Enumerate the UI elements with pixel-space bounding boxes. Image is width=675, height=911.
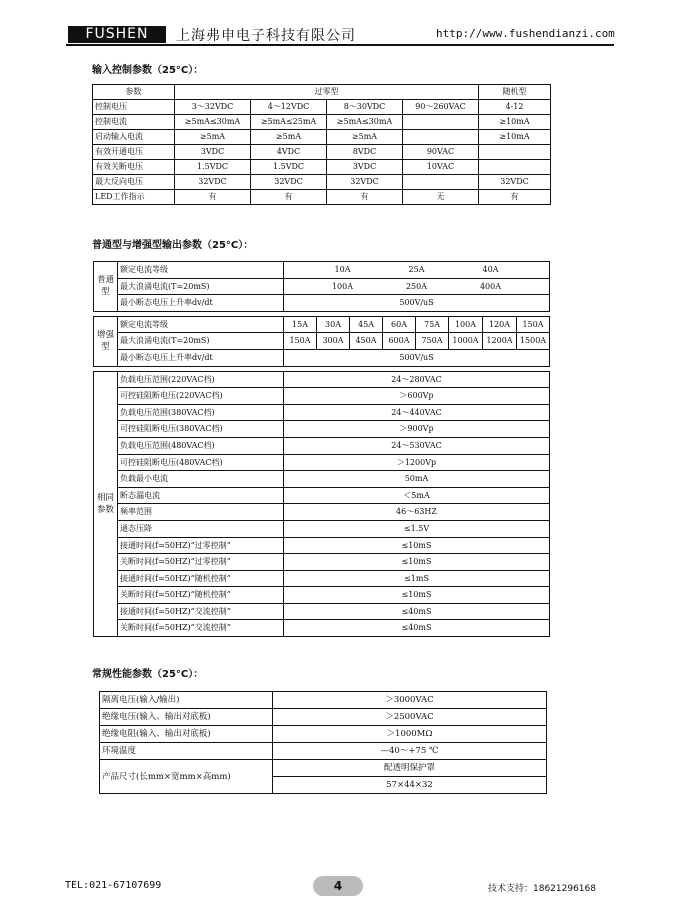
param-label: 绝缘电阻(输入、输出对底板)	[100, 726, 273, 743]
table-row	[100, 726, 547, 743]
param-label: 最大浪涌电流(T=20mS)	[118, 278, 284, 295]
param-value: ≤1mS	[284, 570, 550, 587]
table-row	[94, 520, 550, 537]
param-value: 32VDC	[479, 175, 551, 190]
company-logo: FUSHEN	[68, 26, 166, 43]
param-value: 有	[479, 190, 551, 205]
param-label: 控制电压	[93, 100, 175, 115]
param-label: 关断时间(f=50HZ)“过零控制”	[118, 554, 284, 571]
param-value: 60A	[383, 316, 416, 333]
param-label: LED工作指示	[93, 190, 175, 205]
table-row	[94, 570, 550, 587]
param-value	[479, 160, 551, 175]
param-value: 46～63HZ	[284, 504, 550, 521]
param-value	[403, 175, 479, 190]
rated-current-10a: 10A	[334, 265, 351, 274]
table-row	[100, 709, 547, 726]
param-value: 150A	[284, 333, 317, 350]
param-label: 接通时间(f=50HZ)“交流控制”	[118, 603, 284, 620]
param-value: 30A	[317, 316, 350, 333]
param-label: 最小断态电压上升率dv/dt	[118, 349, 284, 366]
surge-current-100a: 100A	[331, 281, 354, 291]
param-value: 1500A	[517, 333, 550, 350]
param-value: 90VAC	[403, 145, 479, 160]
table-row	[94, 620, 550, 637]
table-row	[100, 692, 547, 709]
param-value: 150A	[517, 316, 550, 333]
param-value	[284, 278, 550, 295]
param-label: 有效开通电压	[93, 145, 175, 160]
param-value: 45A	[350, 316, 383, 333]
param-value: 有	[251, 190, 327, 205]
param-value: 3VDC	[327, 160, 403, 175]
param-value: 有	[175, 190, 251, 205]
param-value: 4～12VDC	[251, 100, 327, 115]
param-value: 无	[403, 190, 479, 205]
param-value	[403, 130, 479, 145]
website-url: http://www.fushendianzi.com	[436, 27, 615, 40]
param-value: 10VAC	[403, 160, 479, 175]
param-value: 57×44×32	[273, 777, 547, 794]
param-label: 关断时间(f=50HZ)“随机控制”	[118, 587, 284, 604]
table-row	[93, 100, 551, 115]
param-label: 接通时间(f=50HZ)“随机控制”	[118, 570, 284, 587]
table-row	[93, 145, 551, 160]
param-value: ＞1000MΩ	[273, 726, 547, 743]
param-value: ＞600Vp	[284, 388, 550, 405]
table-row	[94, 371, 550, 388]
table-row	[93, 115, 551, 130]
company-name: 上海弗申电子科技有限公司	[176, 28, 356, 44]
param-value: 75A	[416, 316, 449, 333]
param-value	[403, 115, 479, 130]
param-value: ≤10mS	[284, 554, 550, 571]
param-label: 有效关断电压	[93, 160, 175, 175]
param-label: 可控硅阻断电压(220VAC档)	[118, 388, 284, 405]
param-label: 额定电流等级	[118, 316, 284, 333]
param-value: 500V/uS	[284, 295, 550, 312]
table-row	[94, 554, 550, 571]
param-value: ≥5mA≤30mA	[327, 115, 403, 130]
param-value: ＞2500VAC	[273, 709, 547, 726]
param-label: 通态压降	[118, 520, 284, 537]
param-label: 关断时间(f=50HZ)“交流控制”	[118, 620, 284, 637]
param-label: 绝缘电压(输入、输出对底板)	[100, 709, 273, 726]
surge-current-400a: 400A	[479, 281, 502, 291]
table-row	[94, 437, 550, 454]
param-label: 断态漏电流	[118, 487, 284, 504]
param-value: ≥10mA	[479, 130, 551, 145]
param-value: ≤10mS	[284, 587, 550, 604]
param-value: ＜5mA	[284, 487, 550, 504]
input-params-table	[92, 84, 551, 205]
param-label: 负载最小电流	[118, 471, 284, 488]
table-row	[94, 262, 550, 279]
param-value: ＞1200Vp	[284, 454, 550, 471]
param-label: 负载电压范围(220VAC档)	[118, 371, 284, 388]
param-value: 600A	[383, 333, 416, 350]
param-label: 负载电压范围(480VAC档)	[118, 437, 284, 454]
param-value: 24～440VAC	[284, 404, 550, 421]
param-value: 120A	[483, 316, 517, 333]
param-label: 启动输入电流	[93, 130, 175, 145]
param-value: 8～30VDC	[327, 100, 403, 115]
param-value: 配透明保护罩	[273, 760, 547, 777]
param-value: 300A	[317, 333, 350, 350]
param-value: 1000A	[449, 333, 483, 350]
param-value: ＞3000VAC	[273, 692, 547, 709]
table-row	[94, 471, 550, 488]
param-value: ＞900Vp	[284, 421, 550, 438]
rated-current-40a: 40A	[482, 265, 499, 274]
param-value: 15A	[284, 316, 317, 333]
param-value: ≤40mS	[284, 603, 550, 620]
param-value: —40～+75 ℃	[273, 743, 547, 760]
group-label-normal: 普通型	[94, 262, 118, 312]
table-row	[94, 603, 550, 620]
footer-support: 技术支持：18621296168	[488, 884, 596, 894]
param-value: 24～280VAC	[284, 371, 550, 388]
output-section-title: 普通型与增强型输出参数（25°C）：	[92, 240, 254, 251]
general-section-title: 常规性能参数（25°C）：	[92, 669, 204, 680]
table-row	[94, 504, 550, 521]
rated-current-25a: 25A	[408, 265, 425, 274]
table-row	[94, 421, 550, 438]
param-value: ≤40mS	[284, 620, 550, 637]
table-row	[94, 587, 550, 604]
surge-current-250a: 250A	[405, 281, 428, 291]
param-value: ≥5mA	[251, 130, 327, 145]
param-label: 可控硅阻断电压(480VAC档)	[118, 454, 284, 471]
param-value: 3VDC	[175, 145, 251, 160]
param-value: 32VDC	[175, 175, 251, 190]
param-value: ≥5mA	[175, 130, 251, 145]
group-label-common: 相同参数	[94, 371, 118, 637]
param-value: 1.5VDC	[175, 160, 251, 175]
param-value	[284, 262, 550, 279]
header-cell: 参数	[93, 85, 175, 100]
table-row	[93, 190, 551, 205]
param-value: 1200A	[483, 333, 517, 350]
param-value: 500V/uS	[284, 349, 550, 366]
param-value: 4VDC	[251, 145, 327, 160]
output-params-table	[93, 261, 550, 637]
table-row	[94, 278, 550, 295]
param-value	[479, 145, 551, 160]
param-value: 3～32VDC	[175, 100, 251, 115]
param-label: 额定电流等级	[118, 262, 284, 279]
param-label: 产品尺寸(长mm×宽mm×高mm)	[100, 760, 273, 794]
param-label: 控制电流	[93, 115, 175, 130]
param-value: 4-12	[479, 100, 551, 115]
param-value: 100A	[449, 316, 483, 333]
page-number: 4	[313, 876, 363, 896]
table-row	[93, 160, 551, 175]
header-cell: 过零型	[175, 85, 479, 100]
param-value: 有	[327, 190, 403, 205]
param-value: ≤10mS	[284, 537, 550, 554]
param-value: 450A	[350, 333, 383, 350]
param-value: 1.5VDC	[251, 160, 327, 175]
table-row	[94, 487, 550, 504]
param-value: 32VDC	[251, 175, 327, 190]
param-label: 可控硅阻断电压(380VAC档)	[118, 421, 284, 438]
param-value: 32VDC	[327, 175, 403, 190]
param-label: 环境温度	[100, 743, 273, 760]
table-row	[100, 743, 547, 760]
param-value: 50mA	[284, 471, 550, 488]
table-header-row	[93, 85, 551, 100]
input-section-title: 输入控制参数（25°C）：	[92, 65, 204, 76]
param-label: 负载电压范围(380VAC档)	[118, 404, 284, 421]
table-row	[94, 537, 550, 554]
table-row	[94, 333, 550, 350]
footer-phone: TEL:021-67107699	[65, 880, 162, 891]
header-divider	[66, 44, 614, 46]
param-label: 频率范围	[118, 504, 284, 521]
param-label: 接通时间(f=50HZ)“过零控制”	[118, 537, 284, 554]
param-value: ≥5mA≤25mA	[251, 115, 327, 130]
table-row	[94, 295, 550, 312]
general-params-table	[99, 691, 547, 794]
table-row	[93, 130, 551, 145]
table-row	[94, 454, 550, 471]
group-label-enhanced: 增强型	[94, 316, 118, 366]
table-row	[94, 316, 550, 333]
table-row	[93, 175, 551, 190]
table-row	[94, 349, 550, 366]
param-value: 8VDC	[327, 145, 403, 160]
param-value: 90～260VAC	[403, 100, 479, 115]
param-value: ≥5mA≤30mA	[175, 115, 251, 130]
param-label: 最大浪涌电流(T=20mS)	[118, 333, 284, 350]
param-label: 最大反向电压	[93, 175, 175, 190]
param-value: ≥10mA	[479, 115, 551, 130]
header-cell: 随机型	[479, 85, 551, 100]
table-row	[100, 760, 547, 777]
param-value: ≥5mA	[327, 130, 403, 145]
param-value: 24～530VAC	[284, 437, 550, 454]
table-row	[94, 404, 550, 421]
param-value: ≤1.5V	[284, 520, 550, 537]
table-row	[94, 388, 550, 405]
param-value: 750A	[416, 333, 449, 350]
param-label: 隔离电压(输入/输出)	[100, 692, 273, 709]
param-label: 最小断态电压上升率dv/dt	[118, 295, 284, 312]
